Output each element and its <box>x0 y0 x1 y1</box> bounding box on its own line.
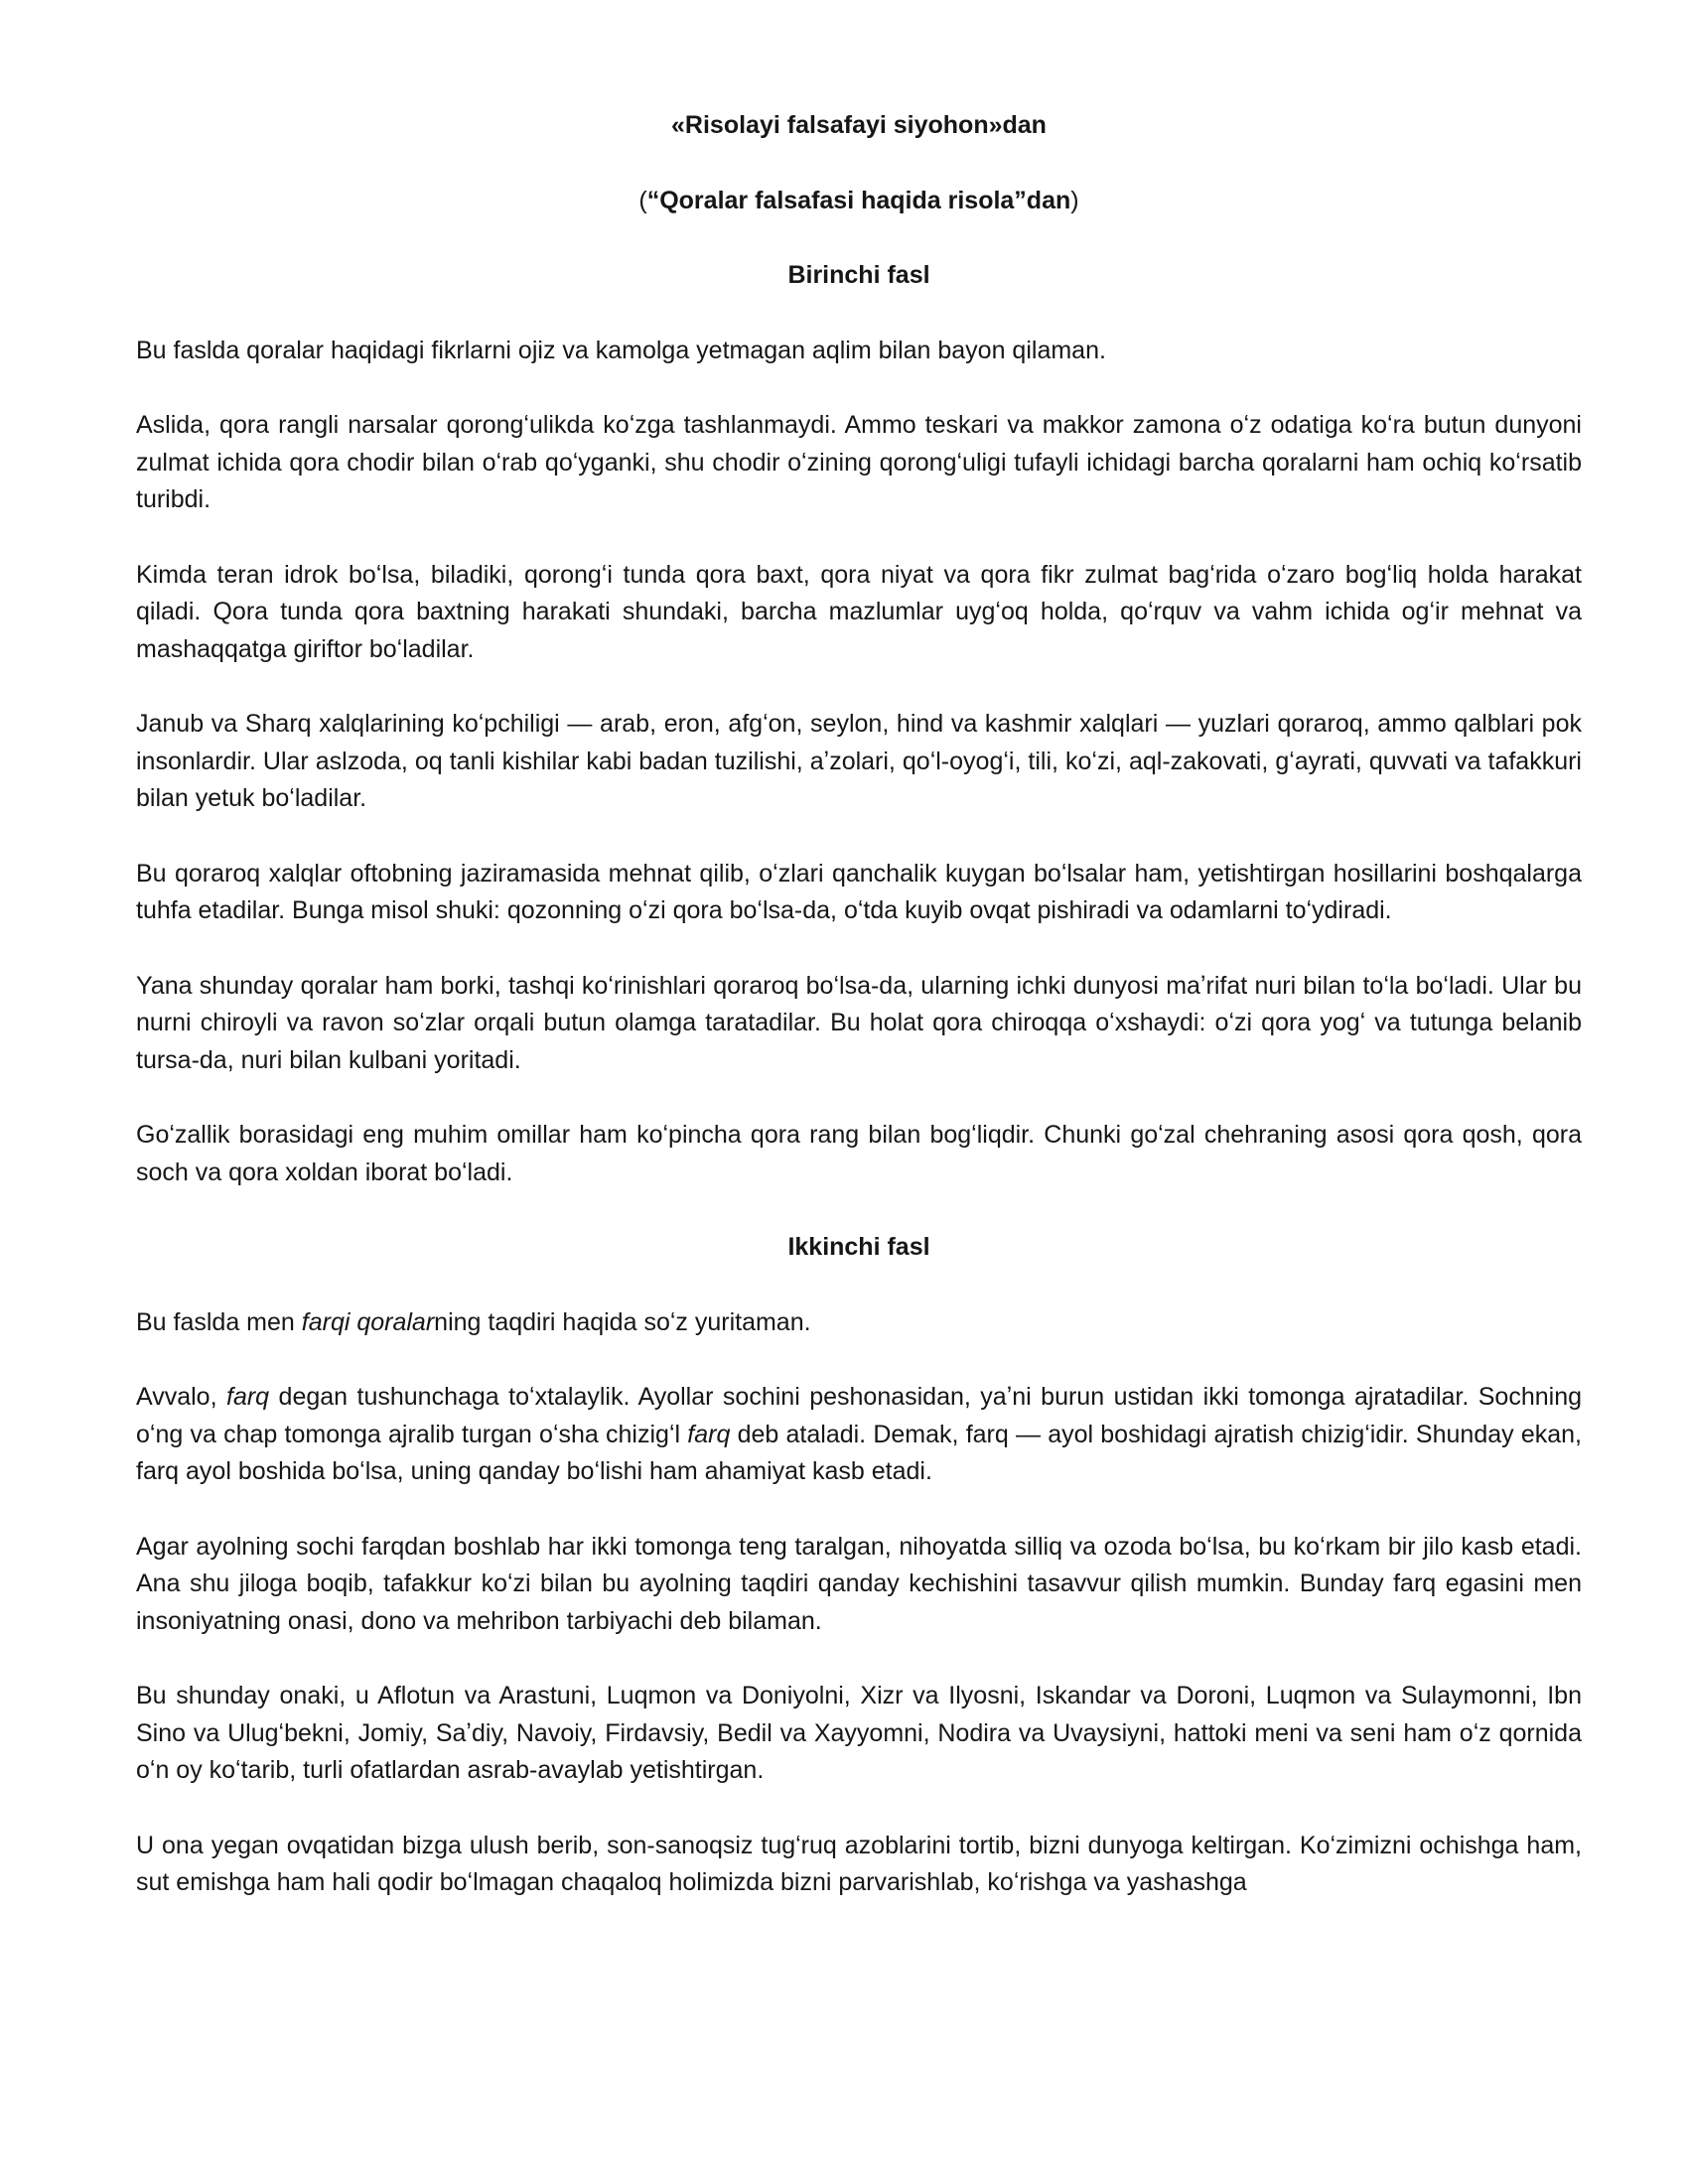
subtitle-close-paren: ) <box>1070 186 1079 214</box>
paragraph-text: Bu faslda men <box>136 1307 302 1336</box>
paragraph: U ona yegan ovqatidan bizga ulush berib, son-sanoqsiz tugʻruq azoblarini tortib, bizni dunyoga keltirgan. Koʻzimizni ochishga ham, sut emishga ham hali qodir boʻlmagan chaqaloq holimizda bizni parvarishlab, koʻrishga va yashashga <box>136 1831 1582 1896</box>
paragraph-text: Avvalo, <box>136 1383 226 1411</box>
document-page <box>136 107 1582 1902</box>
chapter-heading-1: Birinchi fasl <box>787 261 930 289</box>
paragraph: Yana shunday qoralar ham borki, tashqi koʻrinishlari qoraroq boʻlsa-da, ularning ichki dunyosi maʼrifat nuri bilan toʻla boʻladi. Ular bu nurni chiroyli va ravon soʻzlar orqali butun olamga taratadilar. Bu holat qora chiroqqa oʻxshaydi: oʻzi qora yogʻ va tutunga belanib tursa-da, nuri bilan kulbani yoritadi. <box>136 971 1582 1074</box>
paragraph: Bu shunday onaki, u Aflotun va Arastuni, Luqmon va Doniyolni, Xizr va Ilyosni, Iskandar va Doroni, Luqmon va Sulaymonni, Ibn Sino va Ulugʻbekni, Jomiy, Saʼdiy, Navoiy, Firdavsiy, Bedil va Xayyomni, Nodira va Uvaysiyni, hattoki meni va seni ham oʻz qornida oʻn oy koʻtarib, turli ofatlardan asrab-avaylab yetishtirgan. <box>136 1682 1582 1784</box>
italic-term: farqi qoralar <box>301 1307 435 1336</box>
paragraph: Goʻzallik borasidagi eng muhim omillar ham koʻpincha qora rang bilan bogʻliqdir. Chunki goʻzal chehraning asosi qora qosh, qora soch va qora xoldan iborat boʻladi. <box>136 1121 1582 1186</box>
paragraph: Kimda teran idrok boʻlsa, biladiki, qorongʻi tunda qora baxt, qora niyat va qora fikr zulmat bagʻrida oʻzaro bogʻliq holda harakat qiladi. Qora tunda qora baxtning harakati shundaki, barcha mazlumlar uygʻoq holda, qoʻrquv va vahm ichida ogʻir mehnat va mashaqqatga giriftor boʻladilar. <box>136 560 1582 663</box>
document-subtitle <box>136 183 1582 220</box>
document-title: «Risolayi falsafayi siyohon»dan <box>671 111 1047 139</box>
paragraph: Aslida, qora rangli narsalar qorongʻulikda koʻzga tashlanmaydi. Ammo teskari va makkor zamona oʻz odatiga koʻra butun dunyoni zulmat ichida qora chodir bilan oʻrab qoʻyganki, shu chodir oʻzining qorongʻuligi tufayli ichidagi barcha qoralarni ham ochiq koʻrsatib turibdi. <box>136 411 1582 513</box>
paragraph-text: degan tushunchaga toʻxtalaylik. Ayollar sochini peshonasidan, yaʼni burun ustidan ikki tomonga ajratadilar. Sochning oʻng va chap tomonga ajralib turgan oʻsha chizigʻl <box>136 1383 1582 1448</box>
paragraph: Bu faslda qoralar haqidagi fikrlarni ojiz va kamolga yetmagan aqlim bilan bayon qilaman. <box>136 336 1106 364</box>
subtitle-open-paren: ( <box>638 186 647 214</box>
subtitle-text: “Qoralar falsafasi haqida risola”dan <box>646 186 1071 214</box>
paragraph <box>136 1304 1582 1342</box>
paragraph-text: deb ataladi. Demak, farq — ayol boshidagi ajratish chizigʻidir. Shunday ekan, farq ayol boshida boʻlsa, uning qanday boʻlishi ham ahamiyat kasb etadi. <box>136 1420 1582 1485</box>
paragraph: Bu qoraroq xalqlar oftobning jaziramasida mehnat qilib, oʻzlari qanchalik kuygan boʻlsalar ham, yetishtirgan hosillarini boshqalarga tuhfa etadilar. Bunga misol shuki: qozonning oʻzi qora boʻlsa-da, oʻtda kuyib ovqat pishiradi va odamlarni toʻydiradi. <box>136 859 1582 924</box>
paragraph-text: ning taqdiri haqida soʻz yuritaman. <box>434 1307 811 1336</box>
chapter-heading-2: Ikkinchi fasl <box>787 1233 930 1261</box>
paragraph: Agar ayolning sochi farqdan boshlab har ikki tomonga teng taralgan, nihoyatda silliq va ozoda boʻlsa, bu koʻrkam bir jilo kasb etadi. Ana shu jiloga boqib, tafakkur koʻzi bilan bu ayolning taqdiri qanday kechishini tasavvur qilish mumkin. Bunday farq egasini men insoniyatning onasi, dono va mehribon tarbiyachi deb bilaman. <box>136 1532 1582 1635</box>
paragraph <box>136 1379 1582 1491</box>
paragraph: Janub va Sharq xalqlarining koʻpchiligi — arab, eron, afgʻon, seylon, hind va kashmir xalqlari — yuzlari qoraroq, ammo qalblari pok insonlardir. Ular aslzoda, oq tanli kishilar kabi badan tuzilishi, aʼzolari, qoʻl-oyogʻi, tili, koʻzi, aql-zakovati, gʻayrati, quvvati va tafakkuri bilan yetuk boʻladilar. <box>136 710 1582 812</box>
italic-term: farq <box>226 1383 270 1411</box>
italic-term: farq <box>687 1420 731 1448</box>
